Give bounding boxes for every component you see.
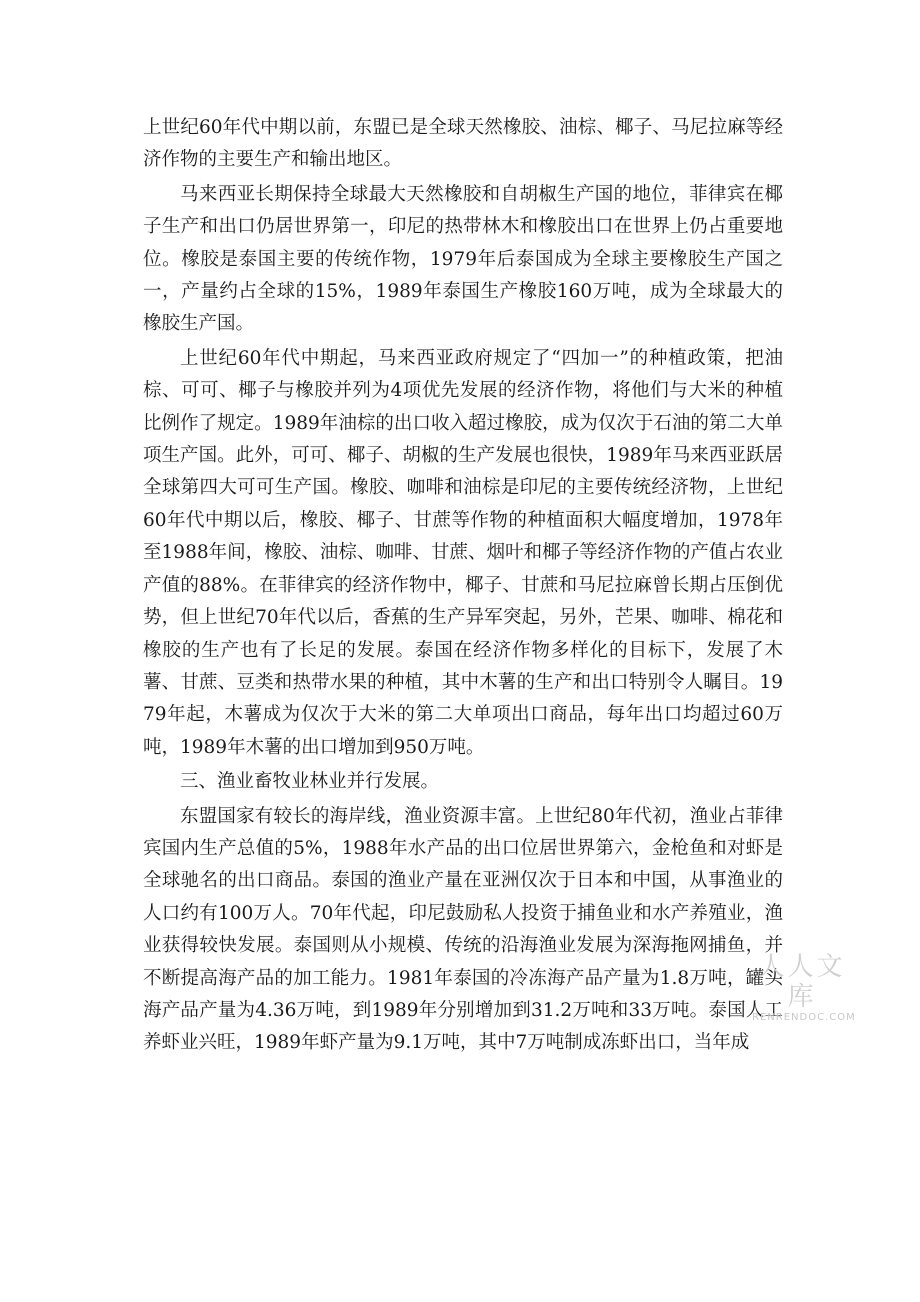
document-body	[143, 112, 783, 1060]
watermark-logo-text: 人人文库	[758, 952, 846, 1012]
paragraph-fisheries: 东盟国家有较长的海岸线，渔业资源丰富。上世纪80年代初，渔业占菲律宾国内生产总值的5%，1988年水产品的出口位居世界第六，金枪鱼和对虾是全球驰名的出口商品。泰国的渔业产量在亚洲仅次于日本和中国，从事渔业的人口约有100万人。70年代起，印尼鼓励私人投资于捕鱼业和水产养殖业，渔业获得较快发展。泰国则从小规模、传统的沿海渔业发展为深海拖网捕鱼，并不断提高海产品的加工能力。1981年泰国的冷冻海产品产量为1.8万吨，罐头海产品产量为4.36万吨，到1989年分别增加到31.2万吨和33万吨。泰国人工养虾业兴旺，1989年虾产量为9.1万吨，其中7万吨制成冻虾出口，当年成	[143, 805, 783, 1054]
paragraph-malaysia-rubber: 马来西亚长期保持全球最大天然橡胶和自胡椒生产国的地位，菲律宾在椰子生产和出口仍居世界第一，印尼的热带林木和橡胶出口在世界上仍占重要地位。橡胶是泰国主要的传统作物，1979年后泰国成为全球主要橡胶生产国之一，产量约占全球的15%，1989年泰国生产橡胶160万吨，成为全球最大的橡胶生产国。	[143, 183, 783, 335]
watermark-domain-text: RENRENDOC.COM	[752, 1012, 856, 1023]
paragraph-continuation: 上世纪60年代中期以前，东盟已是全球天然橡胶、油棕、椰子、马尼拉麻等经济作物的主要生产和输出地区。	[143, 117, 783, 171]
paragraph-cash-crops: 上世纪60年代中期起，马来西亚政府规定了“四加一”的种植政策，把油棕、可可、椰子与橡胶并列为4项优先发展的经济作物，将他们与大米的种植比例作了规定。1989年油棕的出口收入超过橡胶，成为仅次于石油的第二大单项生产国。此外，可可、椰子、胡椒的生产发展也很快，1989年马来西亚跃居全球第四大可可生产国。橡胶、咖啡和油棕是印尼的主要传统经济物，上世纪60年代中期以后，橡胶、椰子、甘蔗等作物的种植面积大幅度增加，1978年至1988年间，橡胶、油棕、咖啡、甘蔗、烟叶和椰子等经济作物的产值占农业产值的88%。在菲律宾的经济作物中，椰子、甘蔗和马尼拉麻曾长期占压倒优势，但上世纪70年代以后，香蕉的生产异军突起，另外，芒果、咖啡、棉花和橡胶的生产也有了长足的发展。泰国在经济作物多样化的目标下，发展了木薯、甘蔗、豆类和热带水果的种植，其中木薯的生产和出口特别令人瞩目。1979年起，木薯成为仅次于大米的第二大单项出口商品，每年出口均超过60万吨，1989年木薯的出口增加到950万吨。	[143, 347, 783, 758]
section-heading: 三、渔业畜牧业林业并行发展。	[180, 771, 440, 793]
